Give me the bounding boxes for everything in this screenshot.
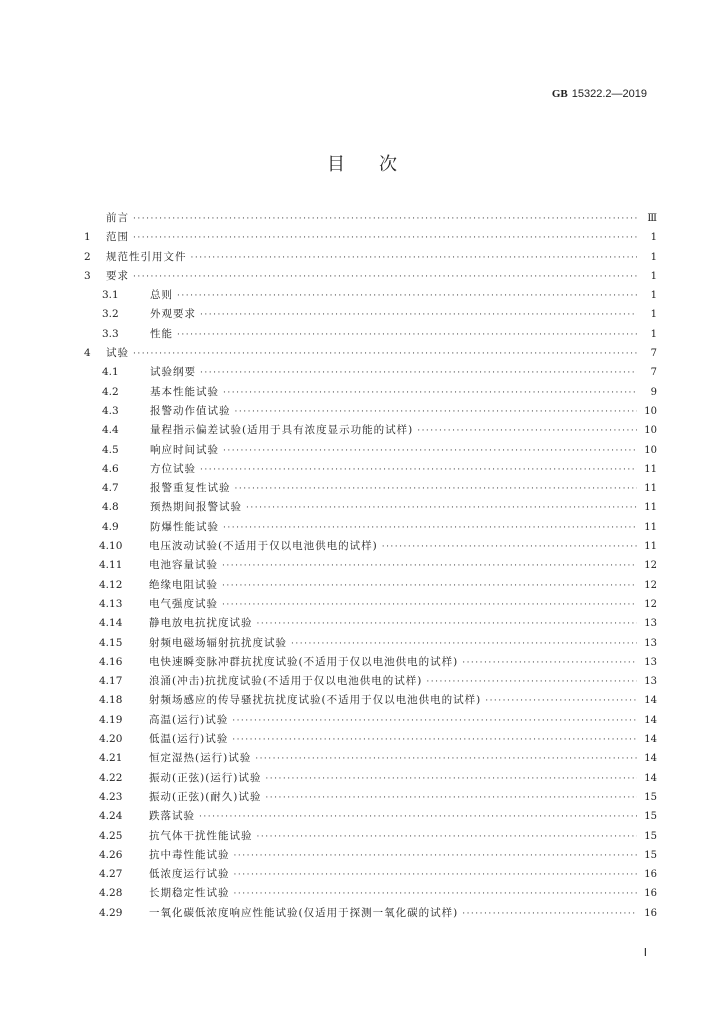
- toc-entry-page: 7: [650, 367, 657, 379]
- dot-leader: [265, 789, 637, 808]
- toc-entry-label: 振动(正弦)(运行)试验: [149, 771, 262, 784]
- toc-entry-page: 1: [650, 232, 657, 244]
- toc-entry[interactable]: [84, 614, 657, 633]
- toc-entry[interactable]: [84, 827, 657, 846]
- toc-entry-page: 11: [644, 521, 657, 533]
- toc-entry-page: 11: [644, 502, 657, 514]
- toc-entry-number: 4.11: [99, 559, 123, 572]
- toc-entry-page: 11: [644, 463, 657, 475]
- toc-entry-number: 4.2: [102, 385, 119, 398]
- toc-entry-page: 13: [644, 656, 657, 668]
- dot-leader: [223, 384, 637, 403]
- toc-entry-label: 要求: [106, 269, 129, 282]
- toc-entry-label: 浪涌(冲击)抗扰度试验(不适用于仅以电池供电的试样): [149, 675, 423, 688]
- dot-leader: [133, 268, 637, 287]
- dot-leader: [462, 654, 637, 673]
- toc-entry-label: 射频电磁场辐射抗扰度试验: [149, 636, 287, 649]
- toc-entry[interactable]: [84, 460, 657, 479]
- toc-entry-label: 试验纲要: [150, 366, 196, 379]
- toc-entry[interactable]: [84, 769, 657, 788]
- toc-entry[interactable]: [84, 634, 657, 653]
- toc-entry-page: 16: [644, 869, 657, 881]
- standard-prefix: GB: [551, 88, 568, 100]
- dot-leader: [222, 596, 637, 615]
- toc-entry-number: 1: [84, 231, 91, 244]
- toc-entry-label: 振动(正弦)(耐久)试验: [149, 790, 262, 803]
- dot-leader: [234, 847, 638, 866]
- toc-entry-number: 4.23: [99, 790, 123, 803]
- toc-entry-page: 12: [644, 560, 657, 572]
- toc-entry[interactable]: [84, 749, 657, 768]
- toc-entry-label: 预热期间报警试验: [150, 501, 242, 514]
- toc-entry-page: 16: [644, 888, 657, 900]
- toc-entry-number: 4.25: [99, 829, 123, 842]
- dot-leader: [177, 326, 637, 345]
- toc-entry-number: 4.10: [99, 540, 123, 553]
- toc-entry[interactable]: [84, 305, 657, 324]
- toc-entry-page: 11: [644, 483, 657, 495]
- toc-entry-label: 报警重复性试验: [150, 482, 231, 495]
- toc-entry-page: 1: [650, 270, 657, 282]
- toc-entry[interactable]: [84, 865, 657, 884]
- toc-entry-number: 4.17: [99, 675, 123, 688]
- toc-entry-page: 11: [644, 541, 657, 553]
- toc-entry-page: 9: [650, 386, 657, 398]
- dot-leader: [257, 615, 638, 634]
- toc-entry[interactable]: [84, 730, 657, 749]
- toc-entry-label: 防爆性能试验: [150, 520, 219, 533]
- dot-leader: [255, 750, 637, 769]
- toc-entry-number: 4.16: [99, 655, 123, 668]
- toc-entry-number: 4.26: [99, 848, 123, 861]
- dot-leader: [232, 712, 637, 731]
- toc-entry[interactable]: [84, 788, 657, 807]
- standard-code: [552, 88, 647, 100]
- toc-entry-number: 3: [84, 269, 91, 282]
- toc-entry-label: 电快速瞬变脉冲群抗扰度试验(不适用于仅以电池供电的试样): [149, 655, 459, 668]
- standard-number: 15322.2—2019: [571, 88, 647, 100]
- toc-entry-page: 15: [644, 791, 657, 803]
- toc-entry-label: 量程指示偏差试验(适用于具有浓度显示功能的试样): [150, 424, 414, 437]
- toc-entry-label: 电压波动试验(不适用于仅以电池供电的试样): [149, 540, 378, 553]
- toc-entry-page: 14: [644, 695, 657, 707]
- toc-entry-page: 1: [650, 251, 657, 263]
- toc-entry-number: 4.24: [99, 810, 123, 823]
- toc-entry[interactable]: [84, 209, 657, 228]
- toc-entry-number: 3.2: [102, 308, 119, 321]
- toc-entry-page: 13: [644, 676, 657, 688]
- toc-entry-page: 13: [644, 637, 657, 649]
- toc-entry[interactable]: [84, 248, 657, 267]
- toc-entry-number: 4.4: [102, 424, 119, 437]
- toc-entry-page: 10: [644, 444, 657, 456]
- toc-entry-page: 1: [650, 309, 657, 321]
- toc-entry[interactable]: [84, 363, 657, 382]
- toc-entry-label: 高温(运行)试验: [149, 713, 229, 726]
- toc-entry-number: 4.9: [102, 520, 119, 533]
- dot-leader: [133, 210, 637, 229]
- toc-entry[interactable]: [84, 537, 657, 556]
- toc-entry-label: 绝缘电阻试验: [149, 578, 218, 591]
- dot-leader: [200, 461, 637, 480]
- dot-leader: [382, 538, 637, 557]
- toc-entry[interactable]: [84, 576, 657, 595]
- dot-leader: [246, 499, 637, 518]
- toc-entry-label: 跌落试验: [149, 810, 195, 823]
- toc-entry-label: 规范性引用文件: [106, 250, 187, 263]
- toc-entry[interactable]: [84, 228, 657, 247]
- footer-page-number: Ⅰ: [643, 947, 647, 959]
- dot-leader: [133, 229, 637, 248]
- toc-entry-label: 电气强度试验: [149, 597, 218, 610]
- dot-leader: [200, 364, 637, 383]
- toc-entry-number: 4: [84, 347, 91, 360]
- toc-entry-label: 响应时间试验: [150, 443, 219, 456]
- toc-entry[interactable]: [84, 498, 657, 517]
- toc-entry-label: 前言: [106, 212, 129, 224]
- toc-entry[interactable]: [84, 344, 657, 363]
- toc-entry-page: 13: [644, 618, 657, 630]
- dot-leader: [177, 287, 637, 306]
- dot-leader: [485, 692, 637, 711]
- toc-entry-label: 基本性能试验: [150, 385, 219, 398]
- toc-entry[interactable]: [84, 846, 657, 865]
- toc-entry[interactable]: [84, 518, 657, 537]
- toc-entry-label: 范围: [106, 231, 129, 244]
- toc-entry-label: 电池容量试验: [149, 559, 218, 572]
- toc-entry[interactable]: [84, 884, 657, 903]
- toc-entry-number: 3.1: [102, 289, 119, 302]
- toc-entry-number: 4.12: [99, 578, 123, 591]
- dot-leader: [232, 731, 637, 750]
- toc-entry-page: 14: [644, 753, 657, 765]
- toc-entry-page: 1: [650, 328, 657, 340]
- toc-entry-page: 14: [644, 772, 657, 784]
- dot-leader: [291, 635, 637, 654]
- toc-entry[interactable]: [84, 479, 657, 498]
- toc-entry-number: 4.15: [99, 636, 123, 649]
- toc-entry-number: 4.19: [99, 713, 123, 726]
- dot-leader: [426, 673, 637, 692]
- toc-entry-page: 15: [644, 830, 657, 842]
- toc-entry-number: 4.14: [99, 617, 123, 630]
- toc-entry-page: 14: [644, 714, 657, 726]
- dot-leader: [234, 866, 638, 885]
- dot-leader: [222, 577, 637, 596]
- dot-leader: [234, 885, 638, 904]
- toc-entry-label: 外观要求: [150, 308, 196, 321]
- toc-entry-page: 14: [644, 734, 657, 746]
- toc-entry-number: 4.8: [102, 501, 119, 514]
- toc-entry-label: 恒定湿热(运行)试验: [149, 752, 252, 765]
- toc-entry-label: 抗中毒性能试验: [149, 848, 230, 861]
- toc-entry-label: 一氧化碳低浓度响应性能试验(仅适用于探测一氧化碳的试样): [149, 906, 459, 919]
- dot-leader: [200, 306, 637, 325]
- dot-leader: [222, 557, 637, 576]
- toc-entry[interactable]: [84, 711, 657, 730]
- dot-leader: [223, 442, 637, 461]
- toc-entry[interactable]: [84, 595, 657, 614]
- dot-leader: [235, 403, 638, 422]
- toc-entry-label: 方位试验: [150, 462, 196, 475]
- dot-leader: [462, 905, 637, 924]
- toc-entry-page: Ⅲ: [647, 213, 657, 224]
- toc-entry-number: 4.18: [99, 694, 123, 707]
- page-title: 目次: [327, 154, 431, 175]
- toc-entry-page: 16: [644, 907, 657, 919]
- toc-entry-number: 4.20: [99, 733, 123, 746]
- toc-entry[interactable]: [84, 402, 657, 421]
- toc-entry-number: 4.13: [99, 597, 123, 610]
- toc-entry-label: 长期稳定性试验: [149, 887, 230, 900]
- toc-entry-label: 性能: [150, 327, 173, 340]
- toc-entry-number: 4.22: [99, 771, 123, 784]
- toc-entry[interactable]: [84, 672, 657, 691]
- toc-entry-label: 射频场感应的传导骚扰抗扰度试验(不适用于仅以电池供电的试样): [149, 694, 482, 707]
- toc-entry-label: 抗气体干扰性能试验: [149, 829, 253, 842]
- toc-entry-number: 4.21: [99, 752, 123, 765]
- dot-leader: [223, 519, 637, 538]
- toc-entry-number: 4.7: [102, 482, 119, 495]
- toc-entry-page: 10: [644, 425, 657, 437]
- dot-leader: [191, 249, 638, 268]
- toc-entry-label: 报警动作值试验: [150, 404, 231, 417]
- dot-leader: [133, 345, 637, 364]
- toc-entry-number: 3.3: [102, 327, 119, 340]
- toc-entry-number: 4.6: [102, 462, 119, 475]
- toc-entry[interactable]: [84, 807, 657, 826]
- toc-entry-page: 12: [644, 579, 657, 591]
- toc-entry-label: 总则: [150, 289, 173, 302]
- toc-entry[interactable]: [84, 421, 657, 440]
- toc-entry-label: 静电放电抗扰度试验: [149, 617, 253, 630]
- toc-entry-page: 10: [644, 405, 657, 417]
- toc-entry-label: 低浓度运行试验: [149, 868, 230, 881]
- toc-entry-number: 2: [84, 250, 91, 263]
- toc-entry[interactable]: [84, 286, 657, 305]
- table-of-contents: [84, 209, 657, 923]
- dot-leader: [235, 480, 638, 499]
- toc-entry-page: 1: [650, 290, 657, 302]
- toc-entry[interactable]: [84, 691, 657, 710]
- toc-entry[interactable]: [84, 267, 657, 286]
- toc-entry[interactable]: [84, 441, 657, 460]
- toc-entry-page: 12: [644, 598, 657, 610]
- toc-entry-page: 15: [644, 849, 657, 861]
- toc-entry-number: 4.29: [99, 906, 123, 919]
- dot-leader: [265, 770, 637, 789]
- toc-entry-label: 试验: [106, 347, 129, 360]
- toc-entry-page: 7: [650, 348, 657, 360]
- toc-entry[interactable]: [84, 556, 657, 575]
- dot-leader: [199, 808, 637, 827]
- toc-entry[interactable]: [84, 653, 657, 672]
- toc-entry-number: 4.28: [99, 887, 123, 900]
- toc-entry-number: 4.27: [99, 868, 123, 881]
- toc-entry-number: 4.5: [102, 443, 119, 456]
- toc-entry[interactable]: [84, 325, 657, 344]
- toc-entry-number: 4.1: [102, 366, 119, 379]
- toc-entry[interactable]: [84, 904, 657, 923]
- dot-leader: [257, 828, 638, 847]
- toc-entry-label: 低温(运行)试验: [149, 733, 229, 746]
- toc-entry-number: 4.3: [102, 404, 119, 417]
- dot-leader: [417, 422, 637, 441]
- toc-entry-page: 15: [644, 811, 657, 823]
- toc-entry[interactable]: [84, 383, 657, 402]
